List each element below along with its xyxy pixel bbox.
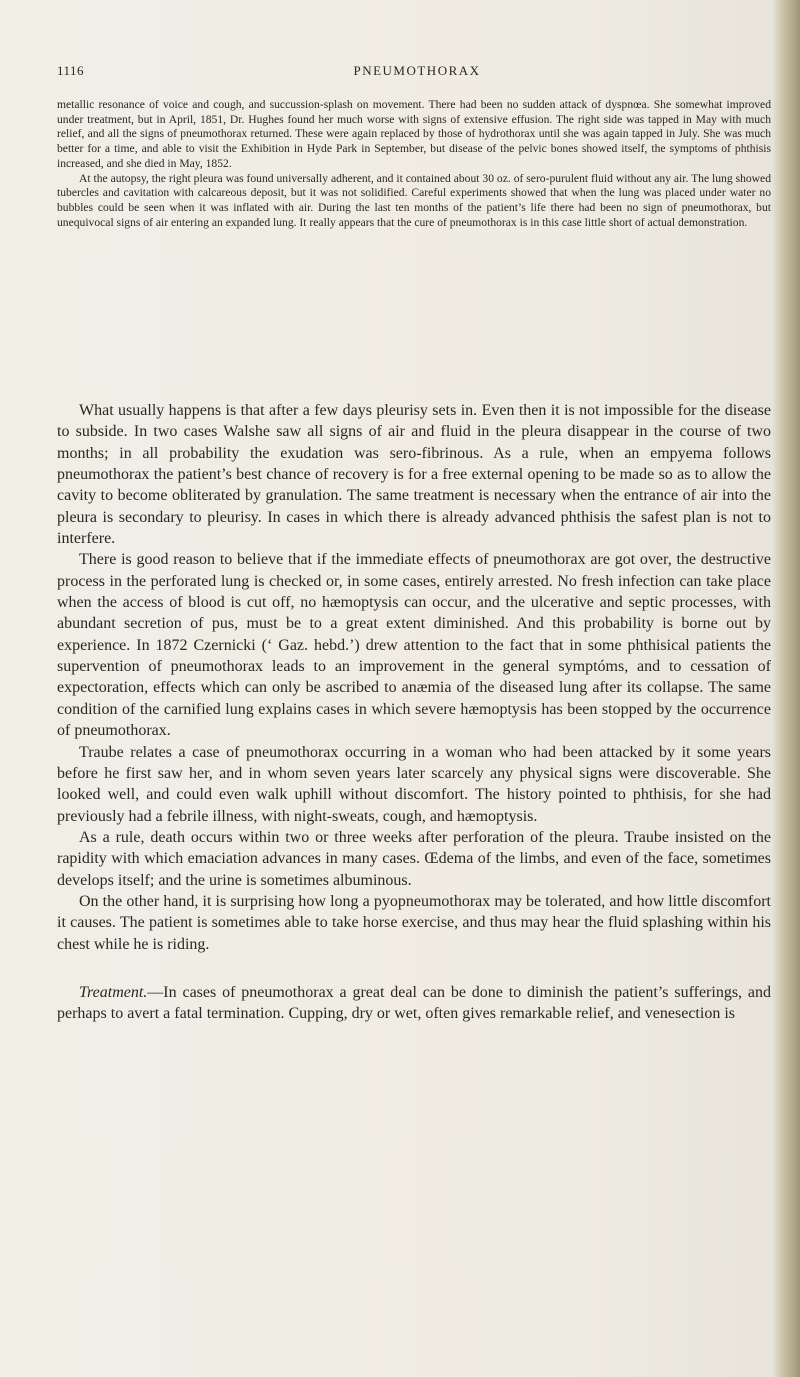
page-header xyxy=(57,63,777,83)
running-head: PNEUMOTHORAX xyxy=(353,63,481,78)
page-number: 1116 xyxy=(57,63,85,78)
body-paragraph: What usually happens is that after a few days pleurisy sets in. Even then it is not impossible for the disease to subside. In two cases Walshe saw all signs of air and fluid in the pleura disappear in the course of two months; in all probability the exudation was sero-fibrinous. As a rule, when an empyema follows pneumothorax the patient’s best chance of recovery is for a free external opening to be made so as to allow the cavity to become obliterated by granulation. The same treatment is necessary when the entrance of air into the pleura is secondary to pleurisy. In cases in which there is already advanced phthisis the safest plan is not to interfere. xyxy=(57,402,771,548)
main-text-block xyxy=(57,400,771,1025)
page-edge-shadow xyxy=(772,0,800,1377)
treatment-text: —In cases of pneumothorax a great deal can be done to diminish the patient’s sufferings, and perhaps to avert a fatal termination. Cupping, dry or wet, often gives remarkable relief, and venesection is xyxy=(57,983,771,1023)
treatment-paragraph xyxy=(57,982,771,1025)
body-paragraph: There is good reason to believe that if the immediate effects of pneumothorax are got over, the destructive process in the perforated lung is checked or, in some cases, entirely arrested. No fresh infection can take place when the access of blood is cut off, no hæmoptysis can occur, and the ulcerative and septic processes, with abundant secretion of pus, must be to a great extent diminished. And this probability is borne out by experience. In 1872 Czernicki (‘ Gaz. hebd.’) drew attention to the fact that in some phthisical patients the supervention of pneumothorax leads to an improvement in the general symptóms, and to cessation of expectoration, effects which can only be ascribed to anæmia of the diseased lung after its collapse. The same condition of the carnified lung explains cases in which severe hæmoptysis has been stopped by the occurrence of pneumothorax. xyxy=(57,551,771,740)
body-paragraph: Traube relates a case of pneumothorax occurring in a woman who had been attacked by it some years before he first saw her, and in whom seven years later scarcely any physical signs were discoverable. She looked well, and could even walk uphill without discomfort. The history pointed to phthisis, for she had previously had a febrile illness, with night-sweats, cough, and hæmoptysis. xyxy=(57,743,771,825)
treatment-heading: Treatment. xyxy=(79,983,148,1001)
body-paragraph: As a rule, death occurs within two or three weeks after perforation of the pleura. Traube insisted on the rapidity with which emaciation advances in many cases. Œdema of the limbs, and even of the face, sometimes develops itself; and the urine is sometimes albuminous. xyxy=(57,828,771,889)
case-report-paragraph: metallic resonance of voice and cough, and succussion-splash on movement. There had been no sudden attack of dyspnœa. She somewhat improved under treatment, but in April, 1851, Dr. Hughes found her much worse with signs of extensive effusion. The right side was tapped in May with much relief, and all the signs of pneumothorax returned. These were again replaced by those of hydrothorax until she was again tapped in July. She was much better for a time, and able to visit the Exhibition in Hyde Park in September, but disease of the pelvic bones showed itself, the symptoms of phthisis increased, and she died in May, 1852. xyxy=(57,98,771,170)
autopsy-paragraph: At the autopsy, the right pleura was found universally adherent, and it contained about 30 oz. of sero-purulent fluid without any air. The lung showed tubercles and cavitation with calcareous deposit, but it was not solidified. Careful experiments showed that when the lung was placed under water no bubbles could be seen when it was inflated with air. During the last ten months of the patient’s life there had been no sign of pneumothorax, but unequivocal signs of air entering an expanded lung. It really appears that the cure of pneumothorax is in this case little short of actual demonstration. xyxy=(57,171,771,229)
body-paragraph: On the other hand, it is surprising how long a pyopneumothorax may be tolerated, and how little discomfort it causes. The patient is sometimes able to take horse exercise, and thus may hear the fluid splashing within his chest while he is riding. xyxy=(57,892,771,953)
case-report-block xyxy=(57,98,771,230)
